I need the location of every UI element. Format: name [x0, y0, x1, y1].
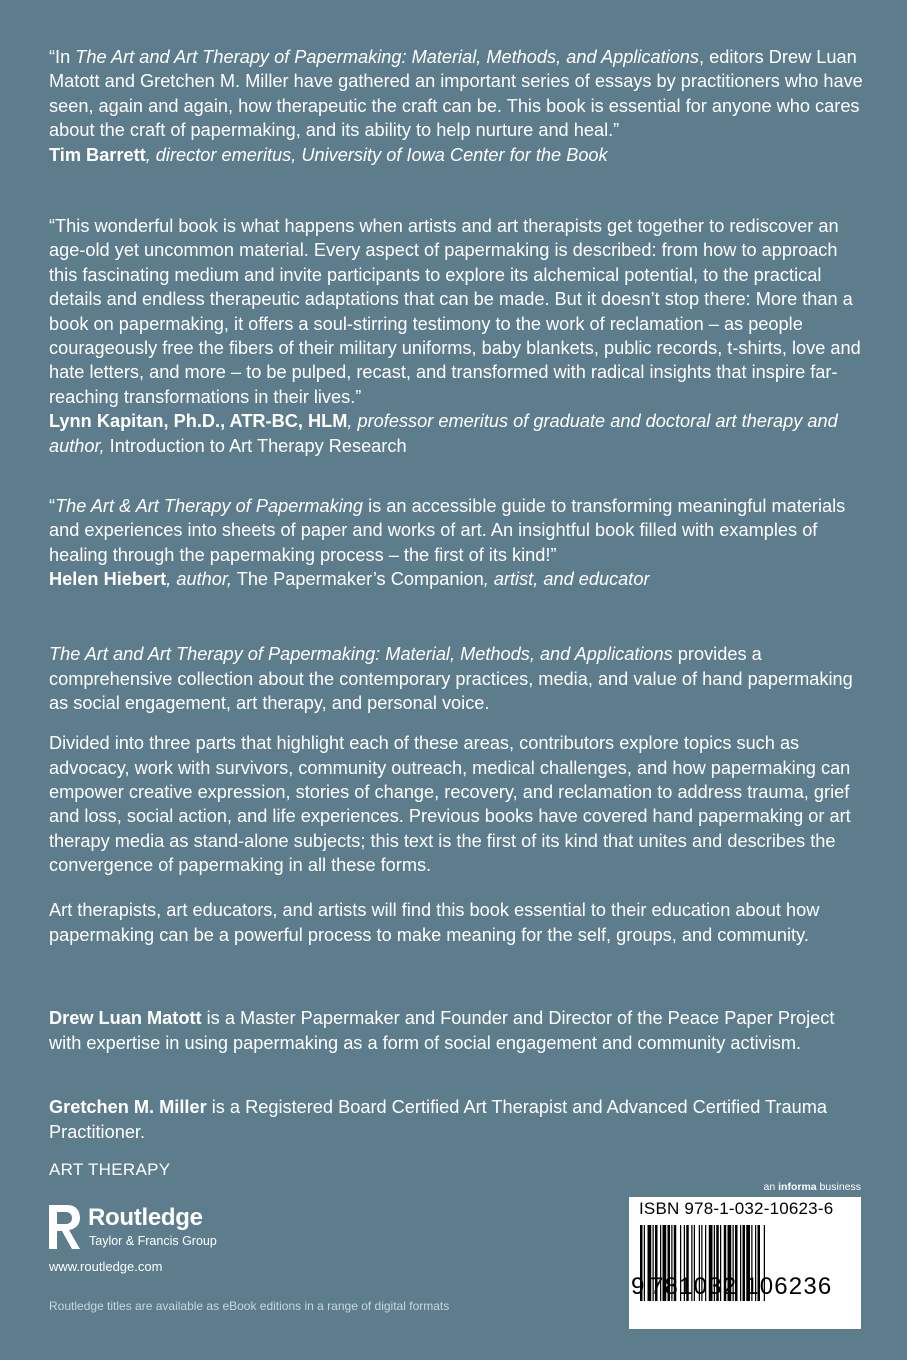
editor-name: Gretchen M. Miller: [49, 1097, 207, 1118]
isbn-barcode: [629, 1197, 861, 1329]
quote-book: The Papermaker’s Companion: [231, 569, 484, 590]
isbn-label: ISBN 978-1-032-10623-6: [639, 1199, 834, 1218]
description-paragraph-1: The Art and Art Therapy of Papermaking: Material, Methods, and Applications provides a comprehensive collection about the contemporary practices, media, and value of hand papermaking as social engagement, art therapy, and personal voice.: [49, 644, 853, 713]
barcode-rest-digits: 781032 106236: [650, 1273, 833, 1300]
quote-attribution: [49, 143, 869, 167]
quote-text: “This wonderful book is what happens when artists and art therapists get together to rediscover an age-old yet uncommon material. Every aspect of papermaking is described: from how to approach this fascinating medium and invite participants to explore its alchemical potential, to the practical details and endless therapeutic adaptations that can be made. But it doesn’t stop there: More than a book on papermaking, it offers a soul-stirring testimony to the work of reclamation – as people courageously free the fibers of their military uniforms, baby blankets, public records, t-shirts, love and hate letters, and more – to be pulped, recast, and transformed with radical insights that inspire far-reaching transformations in their lives.”: [49, 216, 861, 407]
quote-author: Tim Barrett: [49, 144, 146, 165]
quote-author: Lynn Kapitan, Ph.D., ATR-BC, HLM: [49, 411, 348, 432]
endorsement-lynn-kapitan: [49, 214, 869, 458]
endorsement-tim-barrett: [49, 45, 869, 167]
endorsement-helen-hiebert: [49, 494, 869, 592]
publisher-logo: [47, 1203, 257, 1251]
quote-book: Introduction to Art Therapy Research: [104, 435, 407, 456]
barcode-first-digit: 9: [631, 1273, 645, 1300]
editor-name: Drew Luan Matott: [49, 1008, 202, 1029]
quote-text: “In The Art and Art Therapy of Papermaking: Material, Methods, and Applications, editors Drew Luan Matott and Gretchen M. Miller have gathered an important series of essays by practitioners who have seen, again and again, how therapeutic the craft can be. This book is essential for anyone who cares about the craft of papermaking, and its ability to help nurture and heal.”: [49, 47, 863, 141]
description-paragraph-3: Art therapists, art educators, and artists will find this book essential to their education about how papermaking can be a powerful process to make meaning for the self, groups, and community.: [49, 900, 820, 945]
quote-text: “The Art & Art Therapy of Papermaking is an accessible guide to transforming meaningful materials and experiences into sheets of paper and works of art. An insightful book filled with examples of healing through the papermaking process – the first of its kind!”: [49, 496, 846, 565]
quote-role: , professor emeritus of graduate and doctoral art therapy and author,: [49, 411, 838, 456]
publisher-name: Routledge: [88, 1204, 203, 1231]
description-paragraph-2: Divided into three parts that highlight each of these areas, contributors explore topics such as advocacy, work with survivors, community outreach, medical challenges, and how papermaking can empower creative expression, stories of change, recovery, and reclamation to address trauma, grief and loss, social action, and life experiences. Previous books have covered hand papermaking or art therapy media as stand-alone subjects; this text is the first of its kind that unites and describes the convergence of papermaking in all these forms.: [49, 733, 851, 876]
barcode-digits: [629, 1273, 861, 1303]
quote-attribution: Helen Hiebert, author, The Papermaker’s Companion, artist, and educator: [49, 569, 650, 590]
routledge-r-logo-icon: [47, 1203, 83, 1251]
editor-bio-matott: Drew Luan Matott is a Master Papermaker and Founder and Director of the Peace Paper Project with expertise in using papermaking as a form of social engagement and community activism.: [49, 1008, 835, 1053]
publisher-url[interactable]: www.routledge.com: [49, 1259, 163, 1274]
quote-attribution: [49, 409, 869, 458]
subject-category: ART THERAPY: [49, 1160, 171, 1179]
editor-bio-miller: Gretchen M. Miller is a Registered Board Certified Art Therapist and Advanced Certified Trauma Practitioner.: [49, 1097, 828, 1142]
quote-author: Helen Hiebert: [49, 569, 167, 590]
ebook-note: Routledge titles are available as eBook editions in a range of digital formats: [49, 1299, 450, 1313]
informa-business-label: an informa business: [763, 1181, 861, 1193]
quote-role: , director emeritus, University of Iowa Center for the Book: [145, 144, 608, 165]
publisher-group: Taylor & Francis Group: [89, 1234, 217, 1248]
